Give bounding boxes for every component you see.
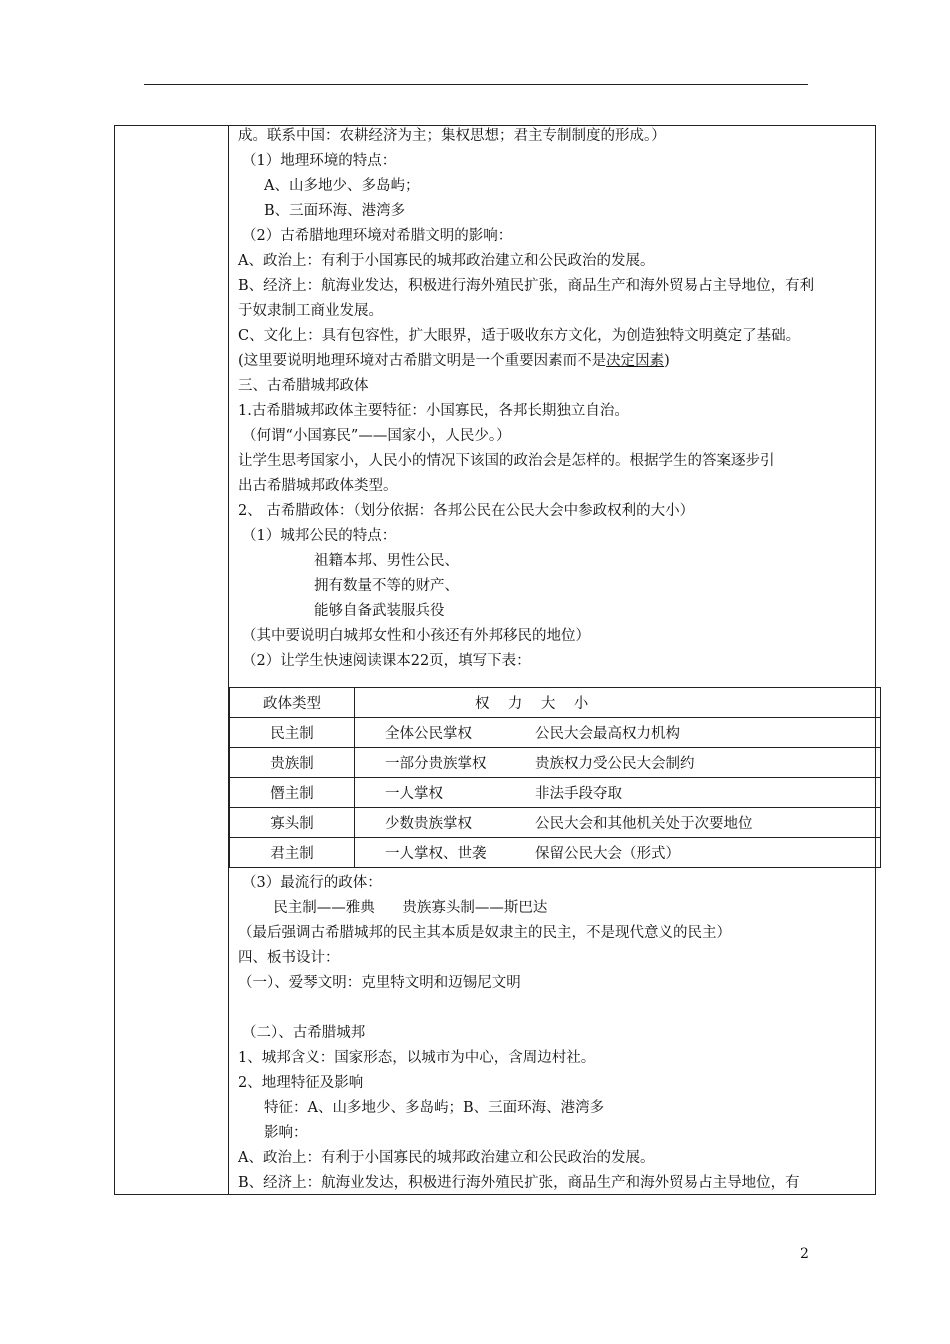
text-line: 祖籍本邦、男性公民、 [314,553,459,569]
type-cell: 君主制 [230,838,355,868]
underlined-text: 决定因素 [606,353,665,369]
note-text: (这里要说明地理环境对古希腊文明是一个重要因素而不是 [238,353,607,369]
text-line: （二）、古希腊城邦 [242,1025,366,1041]
power-cell [355,748,881,778]
text-line: 拥有数量不等的财产、 [314,578,459,594]
table-row [230,718,881,748]
section-heading: 三、古希腊城邦政体 [238,378,369,394]
text-line: 特征：A、山多地少、多岛屿；B、三面环海、港湾多 [264,1100,605,1116]
note-text: 非法手段夺取 [535,786,622,802]
text-line: A、山多地少、多岛屿； [264,178,420,194]
header-cell-power: 权 力 大 小 [355,688,881,718]
table-header-row [230,688,881,718]
text-line: （1）地理环境的特点： [242,153,397,169]
text-line: B、三面环海、港湾多 [264,203,406,219]
power-cell [355,838,881,868]
text-line: 出古希腊城邦政体类型。 [238,478,398,494]
header-rule [144,84,808,85]
text-line: （最后强调古希腊城邦的民主其本质是奴隶主的民主，不是现代意义的民主） [238,925,731,941]
table-row [230,808,881,838]
government-types-table [229,687,881,868]
power-cell [355,808,881,838]
text-line: （1）城邦公民的特点： [242,528,397,544]
text-line: （一）、爱琴文明：克里特文明和迈锡尼文明 [238,975,521,991]
blank-line [238,996,874,1021]
text-line: 1、城邦含义：国家形态，以城市为中心，含周边村社。 [238,1050,596,1066]
table-row [230,838,881,868]
text-line: 民主制——雅典 贵族寡头制——斯巴达 [264,900,548,916]
type-cell: 寡头制 [230,808,355,838]
page-number: 2 [800,1246,809,1262]
text-line: 于奴隶制工商业发展。 [238,303,383,319]
holder-text: 一部分贵族掌权 [385,756,487,772]
text-line: （其中要说明白城邦女性和小孩还有外邦移民的地位） [242,628,590,644]
note-text: 公民大会最高权力机构 [535,726,680,742]
text-line: 成。联系中国：农耕经济为主；集权思想；君主专制制度的形成。） [238,128,666,144]
text-line: B、经济上：航海业发达，积极进行海外殖民扩张，商品生产和海外贸易占主导地位，有 [238,1175,800,1191]
text-line: （2）古希腊地理环境对希腊文明的影响： [242,228,513,244]
text-line: 2、 古希腊政体：（划分依据：各邦公民在公民大会中参政权利的大小） [238,503,695,519]
text-line: 能够自备武装服兵役 [314,603,445,619]
table-row [230,778,881,808]
text-line: 1.古希腊城邦政体主要特征：小国寡民，各邦长期独立自治。 [238,403,629,419]
text-line [238,349,874,374]
note-text: 保留公民大会（形式） [535,846,680,862]
text-line: A、政治上：有利于小国寡民的城邦政治建立和公民政治的发展。 [238,1150,655,1166]
holder-text: 少数贵族掌权 [385,816,472,832]
text-line: （3）最流行的政体： [242,875,382,891]
power-cell [355,778,881,808]
type-cell: 民主制 [230,718,355,748]
holder-text: 全体公民掌权 [385,726,472,742]
holder-text: 一人掌权、世袭 [385,846,487,862]
note-text: 贵族权力受公民大会制约 [535,756,695,772]
type-cell: 僭主制 [230,778,355,808]
text-line: （何谓“小国寡民”——国家小，人民少。） [242,428,511,444]
text-line: B、经济上：航海业发达，积极进行海外殖民扩张，商品生产和海外贸易占主导地位，有利 [238,278,815,294]
text-line: C、文化上：具有包容性，扩大眼界，适于吸收东方文化，为创造独特文明奠定了基础。 [238,328,801,344]
text-line: 2、地理特征及影响 [238,1075,364,1091]
holder-text: 一人掌权 [385,786,443,802]
header-cell-type: 政体类型 [230,688,355,718]
type-cell: 贵族制 [230,748,355,778]
table-row [230,748,881,778]
top-text-block [238,124,874,674]
text-line: （2）让学生快速阅读课本22页，填写下表： [242,653,531,669]
section-heading: 四、板书设计： [238,950,340,966]
text-line: 影响： [264,1125,308,1141]
column-divider [228,125,229,1195]
power-cell [355,718,881,748]
text-line: A、政治上：有利于小国寡民的城邦政治建立和公民政治的发展。 [238,253,655,269]
note-close: ) [664,353,670,369]
note-text: 公民大会和其他机关处于次要地位 [535,816,753,832]
bottom-text-block [238,871,874,1196]
text-line: 让学生思考国家小，人民小的情况下该国的政治会是怎样的。根据学生的答案逐步引 [238,453,775,469]
